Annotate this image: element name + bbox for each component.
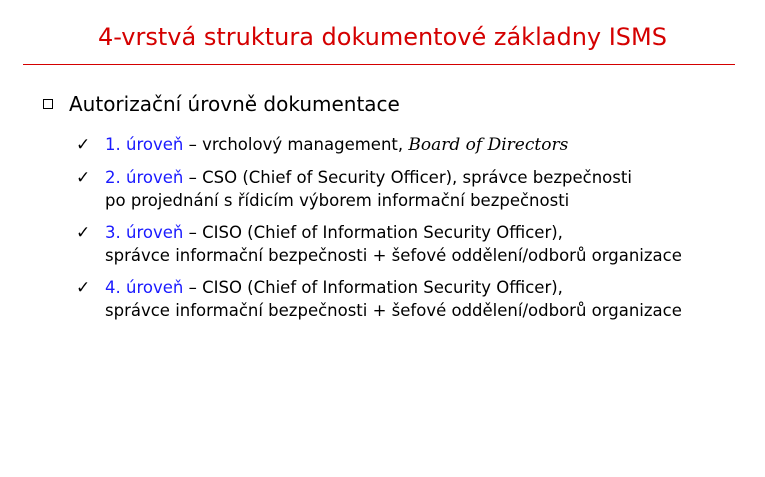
level-item-1 — [76, 133, 682, 157]
square-bullet-icon — [43, 99, 53, 109]
level-item-4 — [76, 276, 682, 322]
main-bullet-item — [43, 91, 400, 117]
title-divider — [23, 64, 735, 65]
level-description: CISO (Chief of Information Security Officer), — [202, 278, 563, 297]
level-label: 4. úroveň — [105, 278, 184, 297]
level-label: 2. úroveň — [105, 168, 184, 187]
level-description-line2: po projednání s řídicím výborem informační bezpečnosti — [105, 191, 570, 210]
checkmark-icon: ✓ — [76, 223, 91, 243]
checkmark-icon: ✓ — [76, 168, 91, 188]
level-dash: – — [183, 223, 203, 242]
level-item-2 — [76, 166, 682, 212]
checkmark-icon: ✓ — [76, 278, 91, 298]
level-label: 3. úroveň — [105, 223, 184, 242]
level-description: vrcholový management, — [202, 135, 409, 154]
level-emphasis: Board of Directors — [408, 135, 569, 155]
level-dash: – — [183, 168, 203, 187]
level-dash: – — [183, 278, 203, 297]
level-description: CSO (Chief of Security Officer), správce bezpečnosti — [202, 168, 632, 187]
level-label: 1. úroveň — [105, 135, 184, 154]
authorization-levels-list — [76, 133, 682, 331]
checkmark-icon: ✓ — [76, 135, 91, 155]
level-item-3 — [76, 221, 682, 267]
main-bullet-label: Autorizační úrovně dokumentace — [69, 92, 400, 116]
slide-title: 4-vrstvá struktura dokumentové základny ISMS — [98, 23, 667, 51]
level-description-line2: správce informační bezpečnosti + šefové oddělení/odborů organizace — [105, 301, 682, 320]
level-description-line2: správce informační bezpečnosti + šefové oddělení/odborů organizace — [105, 246, 682, 265]
level-dash: – — [183, 135, 203, 154]
level-description: CISO (Chief of Information Security Officer), — [202, 223, 563, 242]
